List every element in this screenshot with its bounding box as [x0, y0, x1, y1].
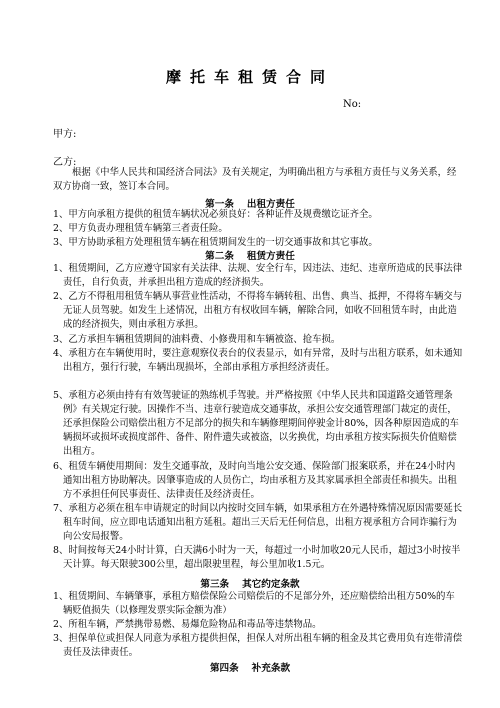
clause-item: 3、甲方协助承租方处理租赁车辆在租赁期间发生的一切交通事故和其它事故。 [53, 237, 378, 248]
page-title: 摩托车租赁合同 [165, 68, 334, 86]
clause-item: 1、租赁期间，乙方应遵守国家有关法律、法规、安全行车，因违法、违纪、违章所造成的民事法律责任，自行负责，并承担出租方造成的经济损失。 [53, 263, 463, 288]
contract-number-label: No: [343, 99, 362, 110]
clause-item: 4、承租方在车辆使用时，要注意观察仪表台的仪表显示，如有异常，及时与出租方联系，如未通知出租方，强行行驶，车辆出现损坏，全部由承租方承担经济责任。 [53, 348, 463, 373]
clause-item: 2、甲方负责办理租赁车辆第三者责任险。 [53, 223, 228, 234]
section-heading: 第四条 补充条款 [209, 663, 291, 674]
party-a-label: 甲方: [53, 129, 77, 140]
party-b-label: 乙方: [53, 157, 77, 168]
clause-item: 8、时间按每天24小时计算，白天满6小时为一天，每超过一小时加收20元人民币，超过3小时按半天计算。每天限驶300公里，超出限驶里程，每公里加收1.5元。 [53, 545, 461, 570]
clause-item: 5、承租方必须由持有有效驾驶证的熟练机手驾驶。并严格按照《中华人民共和国道路交通管理条例》有关规定行驶。因操作不当、违章行驶造成交通事故，承担公安交通管理部门裁定的责任，还承担保险公司赔偿出租方不足部分的损失和车辆修理期间停驶金计80%，因各种原因造成的车辆损坏或损坏或损度部件、备件、附件遗失或被盗，以劣换优，均由承租方按实际损失价值赔偿出租方。 [53, 390, 459, 457]
section-heading: 第二条 租赁方责任 [205, 251, 295, 262]
section-heading: 第三条 其它约定条款 [200, 579, 300, 590]
clause-item: 6、租赁车辆使用期间：发生交通事故，及时向当地公安交通、保险部门报案联系，并在24小时内通知出租方协助解决。因肇事造成的人员伤亡，均由承租方及其家属承担全部责任和损失。出租方不承担任何民事责任、法律责任及经济责任。 [53, 461, 457, 500]
section-heading: 第一条 出租方责任 [205, 199, 295, 210]
preamble-text: 根据《中华人民共和国经济合同法》及有关规定，为明确出租方与承租方责任与义务关系，经双方协商一致，签订本合同。 [53, 167, 457, 192]
clause-item: 7、承租方必须在租车申请规定的时间以内按时交回车辆，如果承租方在外遇特殊情况原因需要延长租车时间，应立即电话通知出租方延租。超出三天后无任何信息，出租方视承租方合同诈骗行为向公安局报警。 [53, 503, 463, 542]
clause-item: 3、乙方承担车辆租赁期间的油料费、小修费用和车辆被盗、抢车损。 [53, 334, 341, 345]
clause-item: 2、乙方不得租用租赁车辆从事营业性活动，不得将车辆转租、出售、典当、抵押，不得将车辆交与无证人员驾驶。如发生上述情况，出租方有权收回车辆，解除合同，如收不回租赁车时，由此造成的经济损失，则由承租方承担。 [53, 291, 463, 330]
clause-item: 2、所租车辆，严禁携带易燃、易爆危险物品和毒品等违禁物品。 [53, 619, 322, 630]
clause-item: 1、租赁期间、车辆肇事，承租方赔偿保险公司赔偿后的不足部分外，还应赔偿给出租方50%的车辆贬值损失（以修理发票实际金额为准） [53, 591, 455, 616]
clause-item: 3、担保单位或担保人同意为承租方提供担保，担保人对所出租车辆的租金及其它费用负有连带清偿责任及法律责任。 [53, 633, 463, 658]
clause-item: 1、甲方向承租方提供的租赁车辆状况必须良好：各种证件及规费缴讫证齐全。 [53, 209, 378, 220]
